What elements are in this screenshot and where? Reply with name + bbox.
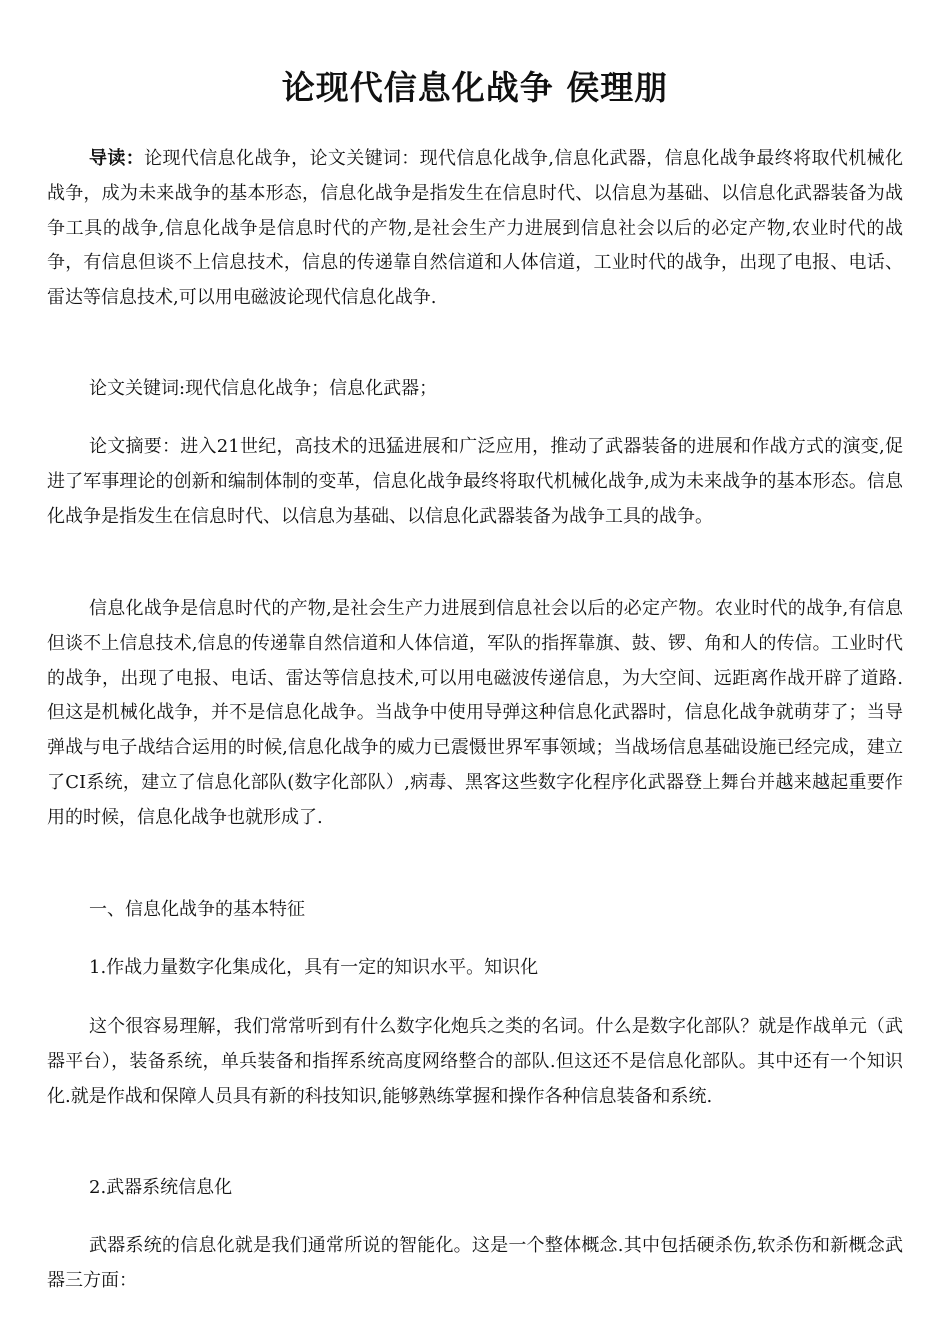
section-heading: 一、信息化战争的基本特征 bbox=[89, 899, 305, 920]
intro-text: 论现代信息化战争，论文关键词：现代信息化战争,信息化武器，信息化战争最终将取代机械化战争，成为未来战争的基本形态，信息化战争是指发生在信息时代、以信息为基础、以信息化武器装备为战争工具的战争,信息化战争是信息时代的产物,是社会生产力进展到信息社会以后的必定产物,农业时代的战争，有信息但谈不上信息技术，信息的传递靠自然信道和人体信道，工业时代的战争，出现了电报、电话、雷达等信息技术,可以用电磁波论现代信息化战争. bbox=[47, 148, 904, 309]
subsection-text-1: 这个很容易理解，我们常常听到有什么数字化炮兵之类的名词。什么是数字化部队？就是作战单元（武器平台），装备系统，单兵装备和指挥系统高度网络整合的部队.但这还不是信息化部队。其中还有一个知识化.就是作战和保障人员具有新的科技知识,能够熟练掌握和操作各种信息装备和系统. bbox=[47, 1016, 903, 1107]
intro-paragraph bbox=[47, 142, 903, 316]
body-paragraph: 信息化战争是信息时代的产物,是社会生产力进展到信息社会以后的必定产物。农业时代的战争,有信息但谈不上信息技术,信息的传递靠自然信道和人体信道，军队的指挥靠旗、鼓、锣、角和人的传信。工业时代的战争，出现了电报、电话、雷达等信息技术,可以用电磁波传递信息，为大空间、远距离作战开辟了道路.但这是机械化战争，并不是信息化战争。当战争中使用导弹这种信息化武器时，信息化战争就萌芽了；当导弹战与电子战结合运用的时候,信息化战争的威力已震慑世界军事领域；当战场信息基础设施已经完成，建立了CI系统，建立了信息化部队(数字化部队）,病毒、黑客这些数字化程序化武器登上舞台并越来越起重要作用的时候，信息化战争也就形成了. bbox=[47, 598, 903, 828]
intro-label: 导读： bbox=[89, 148, 145, 169]
document-title: 论现代信息化战争 侯理朋 bbox=[281, 68, 669, 107]
keywords-paragraph: 论文关键词:现代信息化战争；信息化武器； bbox=[89, 378, 438, 399]
abstract-paragraph: 论文摘要：进入21世纪，高技术的迅猛进展和广泛应用，推动了武器装备的进展和作战方式的演变,促进了军事理论的创新和编制体制的变革，信息化战争最终将取代机械化战争,成为未来战争的基本形态。信息化战争是指发生在信息时代、以信息为基础、以信息化武器装备为战争工具的战争。 bbox=[47, 436, 903, 527]
subsection-text-2: 武器系统的信息化就是我们通常所说的智能化。这是一个整体概念.其中包括硬杀伤,软杀伤和新概念武器三方面： bbox=[47, 1235, 903, 1291]
subsection-heading-1: 1.作战力量数字化集成化，具有一定的知识水平。知识化 bbox=[89, 957, 539, 978]
subsection-heading-2: 2.武器系统信息化 bbox=[89, 1177, 233, 1198]
